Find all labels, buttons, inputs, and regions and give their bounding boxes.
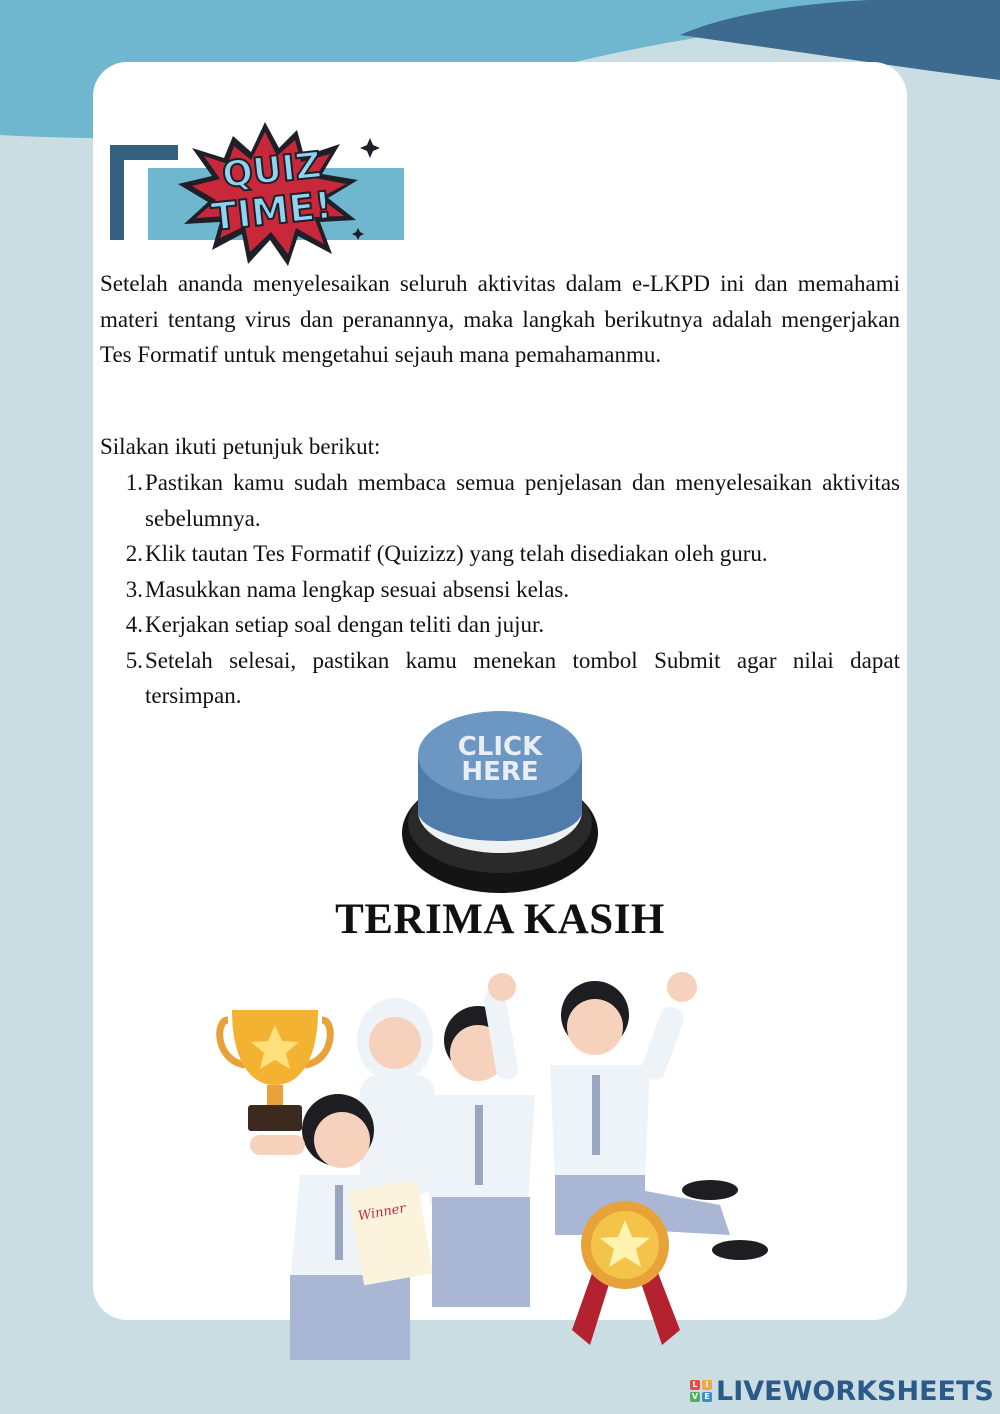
click-label-line1: CLICK xyxy=(457,732,543,762)
list-item: 1. Pastikan kamu sudah membaca semua penjelasan dan menyelesaikan aktivitas sebelumnya. xyxy=(125,470,900,531)
certificate-text: Winner xyxy=(356,1201,407,1225)
list-item: 4. Kerjakan setiap soal dengan teliti dan jujur. xyxy=(125,612,545,637)
instructions-list xyxy=(100,465,900,714)
quiz-time-banner xyxy=(108,118,408,268)
banner-line1: QUIZ xyxy=(220,144,324,197)
list-item: 2. Klik tautan Tes Formatif (Quizizz) yang telah disediakan oleh guru. xyxy=(125,541,768,566)
thanks-heading: TERIMA KASIH xyxy=(335,896,665,943)
click-here-button[interactable] xyxy=(400,705,600,900)
click-label-line2: HERE xyxy=(461,757,539,787)
brand-name: LIVEWORKSHEETS xyxy=(716,1375,994,1407)
list-item: 3. Masukkan nama lengkap sesuai absensi kelas. xyxy=(125,576,570,602)
liveworksheets-logo[interactable] xyxy=(690,1374,994,1408)
brand-grid-icon: L I V E xyxy=(690,1380,712,1402)
intro-paragraph: Setelah ananda menyelesaikan seluruh aktivitas dalam e-LKPD ini dan memahami materi tentang virus dan peranannya, maka langkah berikutnya adalah mengerjakan Tes Formatif untuk mengetahui sejauh mana pemahamanmu. xyxy=(100,271,900,367)
instructions-title: Silakan ikuti petunjuk berikut: xyxy=(100,434,381,459)
list-item: 5. Setelah selesai, pastikan kamu menekan tombol Submit agar nilai dapat tersimpan. xyxy=(125,647,900,708)
students-illustration xyxy=(210,965,780,1360)
banner-line2: TIME! xyxy=(209,182,335,240)
